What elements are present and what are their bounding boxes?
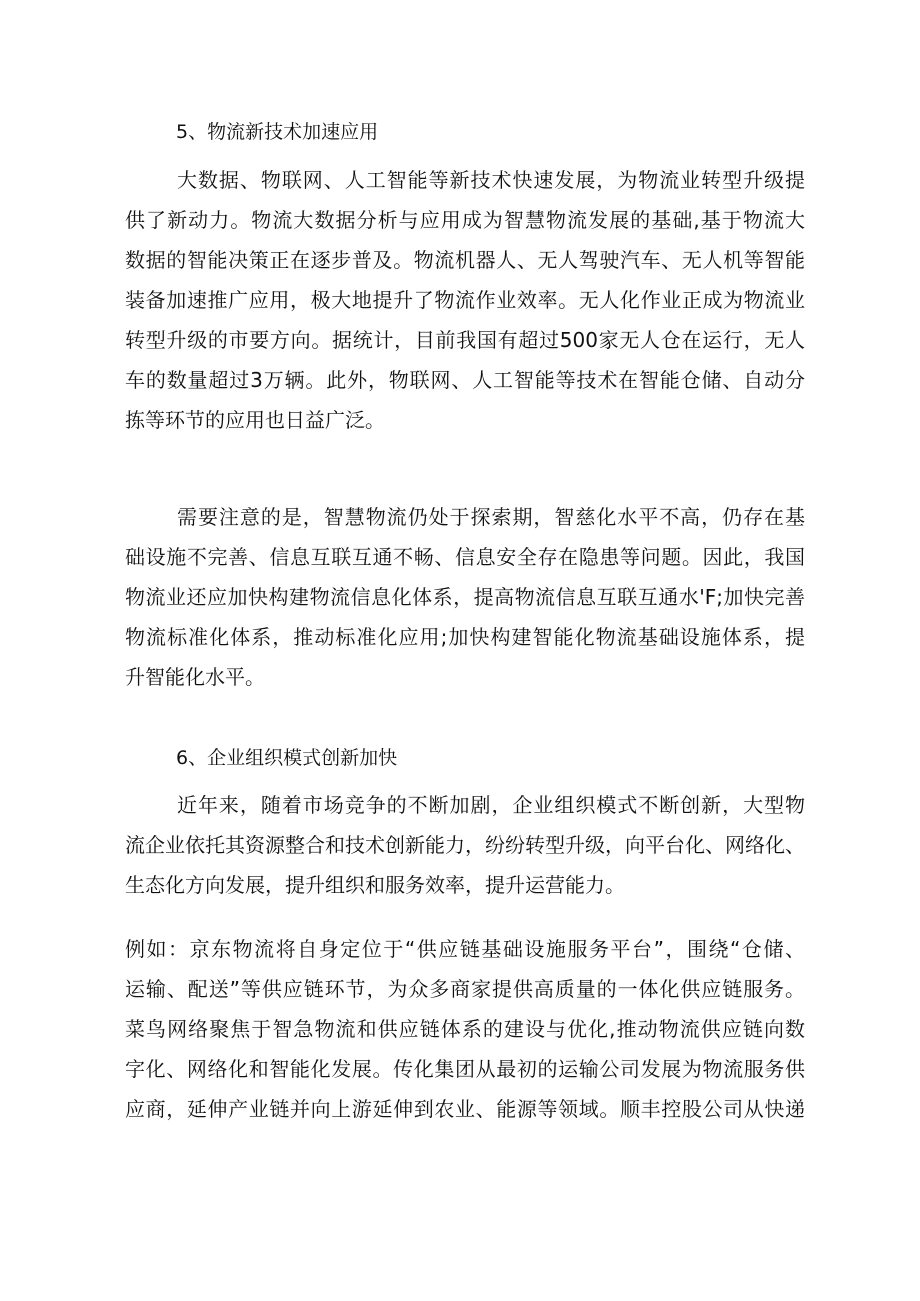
text-line: 近年来，随着市场竞争的不断加剧，企业组织模式不断创新，大型物 (177, 793, 805, 817)
text-line: 流企业依托其资源整合和技术创新能力，纷纷转型升级，向平台化、网络化、 (125, 833, 805, 857)
section-5-paragraph-2 (125, 497, 805, 697)
text-line: 物流标准化体系，推动标准化应用;加快构建智能化物流基础设施体系，提 (125, 625, 805, 649)
text-line: 菜鸟网络聚焦于智急物流和供应链体系的建设与优化,推动物流供应链向数 (125, 1017, 805, 1041)
text-line: 数据的智能决策正在逐步普及。物流机器人、无人驾驶汽车、无人机等智能 (125, 248, 805, 272)
text-line: 大数据、物联网、人工智能等新技术快速发展，为物流业转型升级提 (177, 168, 805, 192)
text-line: 升智能化水平。 (125, 665, 265, 689)
text-line: 运输、配送”等供应链环节，为众多商家提供高质量的一体化供应链服务。 (125, 977, 805, 1001)
section-6-paragraph-2 (125, 929, 805, 1129)
text-line: 例如：京东物流将自身定位于“供应链基础设施服务平台”，围绕“仓储、 (125, 937, 805, 961)
text-line: 需要注意的是，智慧物流仍处于探索期，智慈化水平不高，仍存在基 (177, 505, 805, 529)
text-line: 供了新动力。物流大数据分析与应用成为智慧物流发展的基础,基于物流大 (125, 208, 805, 232)
section-6-heading: 6、企业组织模式创新加快 (176, 747, 398, 769)
text-line: 应商，延伸产业链并向上游延伸到农业、能源等领域。顺丰控股公司从快递 (125, 1097, 805, 1121)
text-line: 车的数量超过3万辆。此外，物联网、人工智能等技术在智能仓储、自动分 (125, 368, 805, 392)
section-5-paragraph-1 (125, 160, 805, 440)
text-line: 字化、网络化和智能化发展。传化集团从最初的运输公司发展为物流服务供 (125, 1057, 805, 1081)
text-line: 生态化方向发展，提升组织和服务效率，提升运营能力。 (125, 873, 625, 897)
text-line: 拣等环节的应用也日益广泛。 (125, 408, 385, 432)
section-6-paragraph-1 (125, 785, 805, 905)
section-5-heading: 5、物流新技术加速应用 (176, 121, 379, 143)
text-line: 础设施不完善、信息互联互通不畅、信息安全存在隐患等问题。因此，我国 (125, 545, 805, 569)
text-line: 物流业还应加快构建物流信息化体系，提高物流信息互联互通水'F;加快完善 (125, 585, 805, 609)
text-line: 装备加速推广应用，极大地提升了物流作业效率。无人化作业正成为物流业 (125, 288, 805, 312)
text-line: 转型升级的市要方向。据统计，目前我国有超过500家无人仓在运行，无人 (125, 328, 805, 352)
